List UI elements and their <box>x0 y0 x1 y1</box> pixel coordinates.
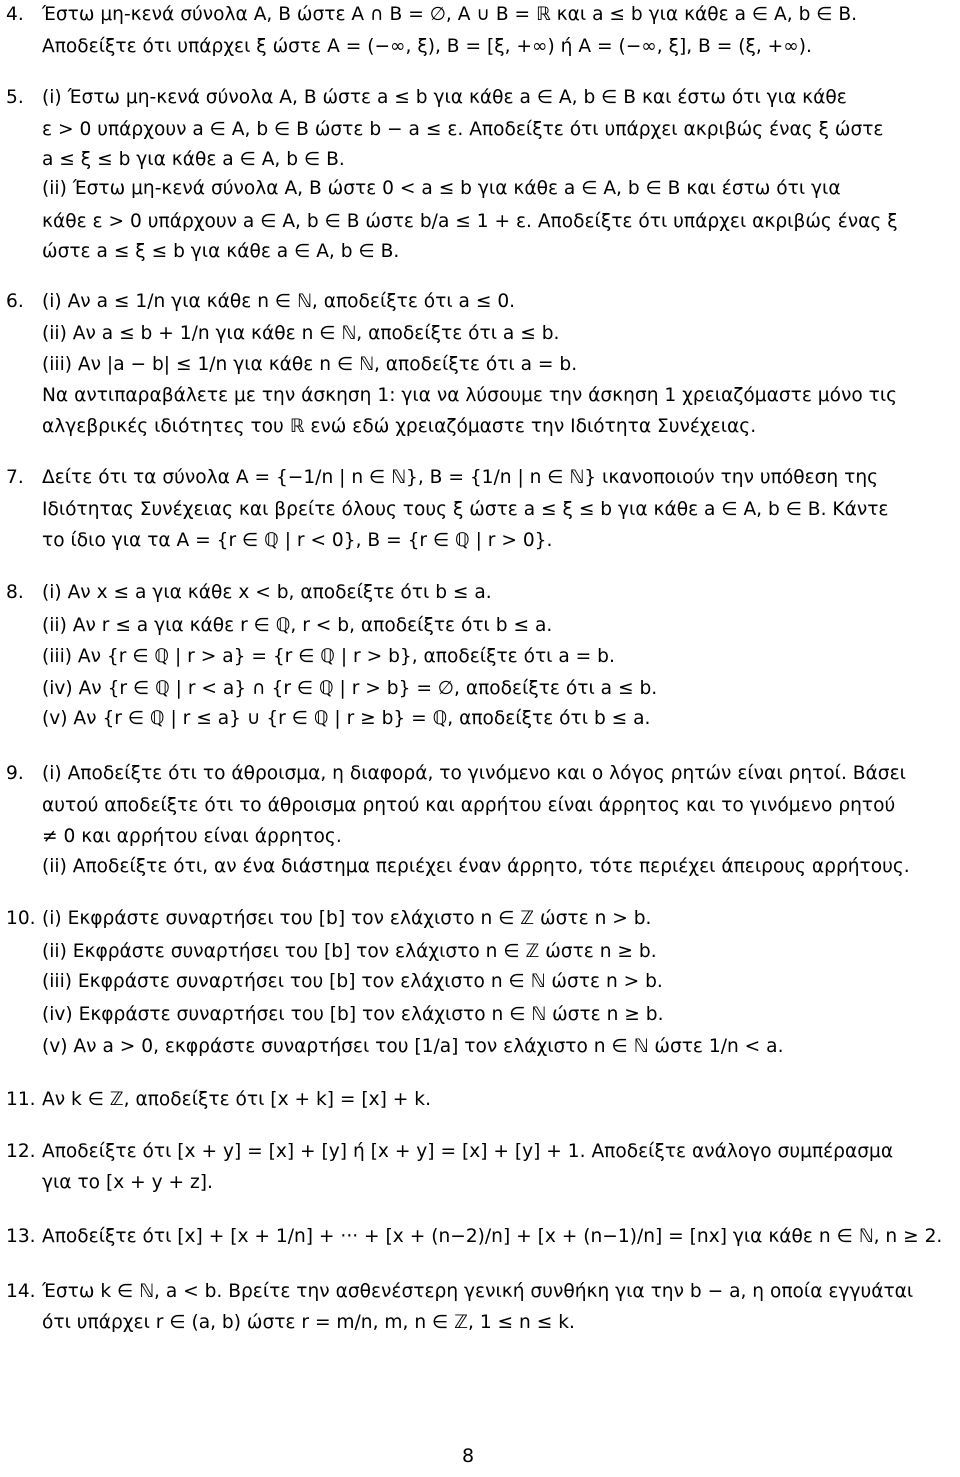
exercise-line: αλγεβρικές ιδιότητες του ℝ ενώ εδώ χρειαζόμαστε την Ιδιότητα Συνέχειας. <box>42 416 757 437</box>
exercise-line: για το [x + y + z]. <box>42 1172 213 1193</box>
exercise-line: (i) Εκφράστε συναρτήσει του [b] τον ελάχιστο n ∈ ℤ ώστε n > b. <box>42 908 652 929</box>
page-number: 8 <box>462 1445 475 1467</box>
exercise-line: (ii) Αν a ≤ b + 1/n για κάθε n ∈ ℕ, αποδείξτε ότι a ≤ b. <box>42 323 560 344</box>
exercise-line: Έστω μη-κενά σύνολα A, B ώστε A ∩ B = ∅, A ∪ B = ℝ και a ≤ b για κάθε a ∈ A, b ∈ B. <box>42 4 858 25</box>
exercise-line: (ii) Εκφράστε συναρτήσει του [b] τον ελάχιστο n ∈ ℤ ώστε n ≥ b. <box>42 941 657 962</box>
exercise-line: Αποδείξτε ότι [x] + [x + 1/n] + ··· + [x + (n−2)/n] + [x + (n−1)/n] = [nx] για κάθε n ∈ ℕ, n ≥ 2. <box>42 1226 943 1247</box>
exercise-line: (i) Έστω μη-κενά σύνολα A, B ώστε a ≤ b για κάθε a ∈ A, b ∈ B και έστω ότι για κάθε <box>42 87 847 108</box>
exercise-number: 9. <box>6 763 24 784</box>
exercise-line: (ii) Αποδείξτε ότι, αν ένα διάστημα περιέχει έναν άρρητο, τότε περιέχει άπειρους αρρήτους. <box>42 856 910 877</box>
exercise-number: 4. <box>6 4 24 25</box>
exercise-line: ώστε a ≤ ξ ≤ b για κάθε a ∈ A, b ∈ B. <box>42 241 400 262</box>
exercise-line: ότι υπάρχει r ∈ (a, b) ώστε r = m/n, m, n ∈ ℤ, 1 ≤ n ≤ k. <box>42 1312 575 1333</box>
exercise-line: Έστω k ∈ ℕ, a < b. Βρείτε την ασθενέστερη γενική συνθήκη για την b − a, η οποία εγγυάται <box>42 1281 914 1302</box>
exercise-number: 5. <box>6 87 24 108</box>
exercise-line: (i) Αν a ≤ 1/n για κάθε n ∈ ℕ, αποδείξτε ότι a ≤ 0. <box>42 291 516 312</box>
exercise-line: (ii) Αν r ≤ a για κάθε r ∈ ℚ, r < b, αποδείξτε ότι b ≤ a. <box>42 615 553 636</box>
exercise-line: (iii) Εκφράστε συναρτήσει του [b] τον ελάχιστο n ∈ ℕ ώστε n > b. <box>42 971 663 992</box>
exercise-line: ε > 0 υπάρχουν a ∈ A, b ∈ B ώστε b − a ≤ ε. Αποδείξτε ότι υπάρχει ακριβώς ένας ξ ώστε <box>42 119 884 140</box>
exercise-number: 8. <box>6 582 24 603</box>
exercise-line: (i) Αποδείξτε ότι το άθροισμα, η διαφορά, το γινόμενο και ο λόγος ρητών είναι ρητοί. Βάσει <box>42 763 906 784</box>
exercise-line: Αποδείξτε ότι υπάρχει ξ ώστε A = (−∞, ξ), B = [ξ, +∞) ή A = (−∞, ξ], B = (ξ, +∞). <box>42 36 812 57</box>
exercise-line: (iii) Αν |a − b| ≤ 1/n για κάθε n ∈ ℕ, αποδείξτε ότι a = b. <box>42 354 578 375</box>
exercise-line: (ii) Έστω μη-κενά σύνολα A, B ώστε 0 < a ≤ b για κάθε a ∈ A, b ∈ B και έστω ότι για <box>42 178 841 199</box>
exercise-line: Αν k ∈ ℤ, αποδείξτε ότι [x + k] = [x] + k. <box>42 1089 431 1110</box>
exercise-line: κάθε ε > 0 υπάρχουν a ∈ A, b ∈ B ώστε b/a ≤ 1 + ε. Αποδείξτε ότι υπάρχει ακριβώς ένας ξ <box>42 211 898 232</box>
exercise-line: ≠ 0 και αρρήτου είναι άρρητος. <box>42 826 342 847</box>
exercise-line: (v) Αν a > 0, εκφράστε συναρτήσει του [1/a] τον ελάχιστο n ∈ ℕ ώστε 1/n < a. <box>42 1036 784 1057</box>
exercise-number: 10. <box>6 908 36 929</box>
exercise-line: (iii) Αν {r ∈ ℚ | r > a} = {r ∈ ℚ | r > b}, αποδείξτε ότι a = b. <box>42 646 615 667</box>
exercise-number: 12. <box>6 1141 36 1162</box>
exercise-number: 14. <box>6 1281 36 1302</box>
exercise-line: (i) Αν x ≤ a για κάθε x < b, αποδείξτε ότι b ≤ a. <box>42 582 492 603</box>
exercise-line: (v) Αν {r ∈ ℚ | r ≤ a} ∪ {r ∈ ℚ | r ≥ b} = ℚ, αποδείξτε ότι b ≤ a. <box>42 708 651 729</box>
exercise-number: 7. <box>6 467 24 488</box>
exercise-number: 11. <box>6 1089 36 1110</box>
exercise-line: (iv) Εκφράστε συναρτήσει του [b] τον ελάχιστο n ∈ ℕ ώστε n ≥ b. <box>42 1004 664 1025</box>
exercise-line: Αποδείξτε ότι [x + y] = [x] + [y] ή [x + y] = [x] + [y] + 1. Αποδείξτε ανάλογο συμπέρασμα <box>42 1141 894 1162</box>
exercise-line: το ίδιο για τα A = {r ∈ ℚ | r < 0}, B = {r ∈ ℚ | r > 0}. <box>42 530 553 551</box>
exercise-line: αυτού αποδείξτε ότι το άθροισμα ρητού και αρρήτου είναι άρρητος και το γινόμενο ρητού <box>42 795 896 816</box>
exercise-number: 13. <box>6 1226 36 1247</box>
exercise-line: Δείτε ότι τα σύνολα A = {−1/n | n ∈ ℕ}, B = {1/n | n ∈ ℕ} ικανοποιούν την υπόθεση της <box>42 467 879 488</box>
exercise-line: Να αντιπαραβάλετε με την άσκηση 1: για να λύσουμε την άσκηση 1 χρειαζόμαστε μόνο τις <box>42 385 898 406</box>
exercise-line: (iv) Αν {r ∈ ℚ | r < a} ∩ {r ∈ ℚ | r > b} = ∅, αποδείξτε ότι a ≤ b. <box>42 678 658 699</box>
exercise-number: 6. <box>6 291 24 312</box>
exercise-line: a ≤ ξ ≤ b για κάθε a ∈ A, b ∈ B. <box>42 149 345 170</box>
exercise-line: Ιδιότητας Συνέχειας και βρείτε όλους τους ξ ώστε a ≤ ξ ≤ b για κάθε a ∈ A, b ∈ B. Κάντε <box>42 499 889 520</box>
